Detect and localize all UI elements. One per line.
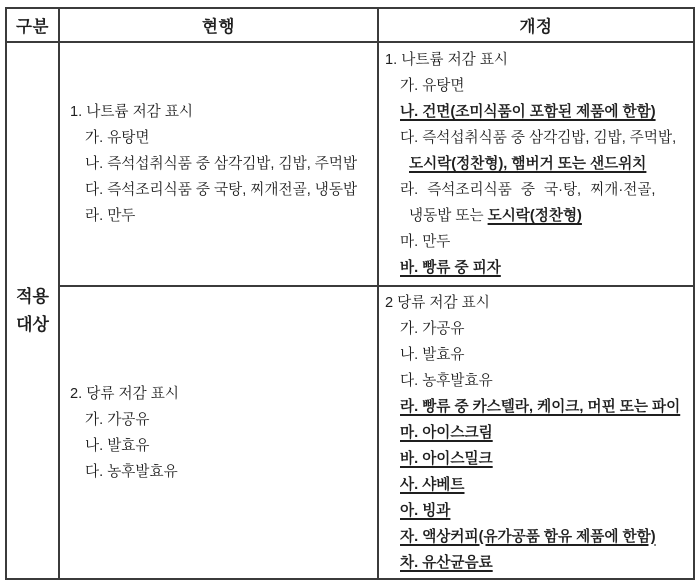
comparison-table bbox=[5, 7, 695, 580]
header-cell-current bbox=[60, 9, 379, 43]
list-item bbox=[385, 394, 693, 420]
text-segment: 가. 가공유 bbox=[400, 320, 465, 337]
emphasized-text: 아. 빙과 bbox=[400, 502, 451, 519]
header-category-label: 구분 bbox=[16, 18, 49, 36]
emphasized-text: 바. 빵류 중 피자 bbox=[400, 260, 501, 276]
text-segment: 다. 즉석조리식품 중 국탕, 찌개전골, 냉동밥 bbox=[85, 182, 358, 198]
list-item bbox=[385, 125, 693, 151]
text-segment: 2 당류 저감 표시 bbox=[385, 294, 490, 311]
list-item bbox=[385, 99, 693, 125]
cell-current-sodium bbox=[60, 43, 379, 287]
text-segment: 가. 가공유 bbox=[85, 411, 150, 428]
list-item bbox=[70, 99, 377, 125]
list-item bbox=[385, 446, 693, 472]
row-label-line1: 적용 bbox=[16, 286, 49, 306]
text-segment: 나. 발효유 bbox=[400, 346, 465, 363]
list-item bbox=[385, 368, 693, 394]
text-segment: 1. 나트륨 저감 표시 bbox=[70, 104, 194, 120]
emphasized-text: 마. 아이스크림 bbox=[400, 424, 493, 441]
text-segment: 나. 즉석섭취식품 중 삼각김밥, 김밥, 주먹밥 bbox=[85, 156, 358, 172]
header-cell-category bbox=[7, 9, 60, 43]
list-item bbox=[385, 255, 693, 281]
text-segment: 나. 발효유 bbox=[85, 437, 150, 454]
list-item bbox=[70, 381, 377, 407]
cell-revised-sodium bbox=[379, 43, 693, 287]
emphasized-text: 나. 건면(조미식품이 포함된 제품에 한함) bbox=[400, 104, 656, 120]
text-segment: 라. 만두 bbox=[85, 208, 136, 224]
emphasized-text: 사. 샤베트 bbox=[400, 476, 465, 493]
cell-revised-sugar bbox=[379, 287, 693, 578]
list-item bbox=[70, 177, 377, 203]
list-item bbox=[385, 472, 693, 498]
emphasized-text: 바. 아이스밀크 bbox=[400, 450, 493, 467]
list-item bbox=[385, 229, 693, 255]
text-segment: 냉동밥 또는 bbox=[409, 208, 488, 224]
text-segment: 2. 당류 저감 표시 bbox=[70, 385, 179, 402]
list-item bbox=[385, 498, 693, 524]
text-segment: 마. 만두 bbox=[400, 234, 451, 250]
list-item bbox=[385, 524, 693, 550]
text-segment: 가. 유탕면 bbox=[85, 130, 150, 146]
emphasized-text: 라. 빵류 중 카스텔라, 케이크, 머핀 또는 파이 bbox=[400, 398, 681, 415]
text-segment: 다. 농후발효유 bbox=[85, 463, 178, 480]
list-item bbox=[385, 420, 693, 446]
row-label-line2: 대상 bbox=[16, 314, 49, 334]
list-item bbox=[70, 407, 377, 433]
header-cell-revised bbox=[379, 9, 693, 43]
list-item bbox=[70, 203, 377, 229]
row-label-application-target bbox=[7, 43, 60, 578]
list-item bbox=[385, 73, 693, 99]
header-current-label: 현행 bbox=[202, 18, 235, 36]
list-item bbox=[70, 125, 377, 151]
list-item bbox=[385, 151, 693, 177]
list-item bbox=[385, 203, 693, 229]
list-item bbox=[385, 290, 693, 316]
text-segment: 다. 농후발효유 bbox=[400, 372, 493, 389]
list-item bbox=[385, 177, 693, 203]
emphasized-text: 도시락(정찬형) bbox=[487, 208, 582, 224]
list-item bbox=[385, 47, 693, 73]
list-item bbox=[70, 459, 377, 485]
list-item bbox=[70, 433, 377, 459]
list-item bbox=[385, 316, 693, 342]
list-item bbox=[385, 342, 693, 368]
text-segment: 1. 나트륨 저감 표시 bbox=[385, 52, 509, 68]
text-segment: 다. 즉석섭취식품 중 삼각김밥, 김밥, 주먹밥, bbox=[400, 130, 677, 146]
emphasized-text: 도시락(정찬형), 햄버거 또는 샌드위치 bbox=[409, 156, 647, 172]
cell-current-sugar bbox=[60, 287, 379, 578]
header-revised-label: 개정 bbox=[519, 18, 553, 36]
list-item bbox=[70, 151, 377, 177]
text-segment: 라. 즉석조리식품 중 국·탕, 찌개·전골, bbox=[400, 182, 656, 198]
emphasized-text: 차. 유산균음료 bbox=[400, 554, 493, 571]
emphasized-text: 자. 액상커피(유가공품 함유 제품에 한함) bbox=[400, 528, 656, 545]
list-item bbox=[385, 550, 693, 576]
text-segment: 가. 유탕면 bbox=[400, 78, 465, 94]
